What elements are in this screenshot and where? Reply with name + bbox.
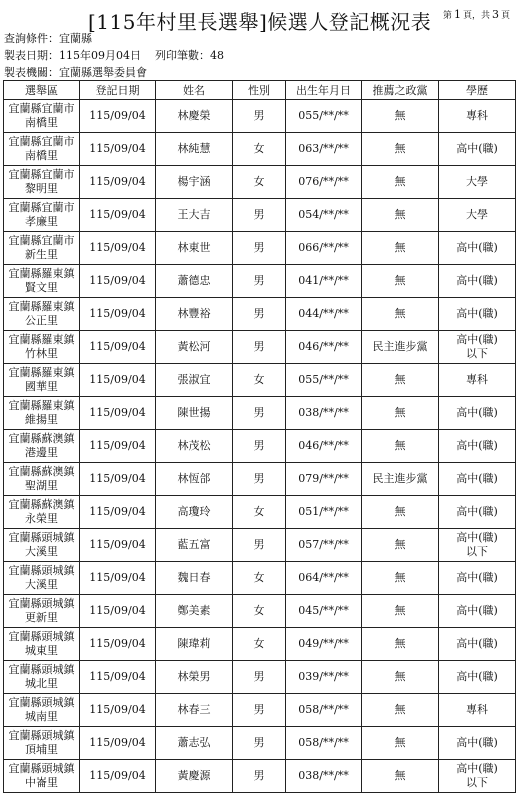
district-cell: 宜蘭縣頭城鎮 城東里 bbox=[4, 628, 80, 661]
district-cell: 宜蘭縣羅東鎮 竹林里 bbox=[4, 331, 80, 364]
gender-cell: 男 bbox=[233, 463, 286, 496]
table-row bbox=[4, 727, 516, 760]
birth-cell: 051/**/** bbox=[286, 496, 362, 529]
date-cell: 115/09/04 bbox=[80, 397, 156, 430]
table-row bbox=[4, 463, 516, 496]
district-cell: 宜蘭縣宜蘭市 黎明里 bbox=[4, 166, 80, 199]
query-label: 查詢條件： bbox=[4, 32, 59, 45]
education-cell: 高中(職) bbox=[439, 232, 516, 265]
date-cell: 115/09/04 bbox=[80, 265, 156, 298]
birth-cell: 041/**/** bbox=[286, 265, 362, 298]
date-cell: 115/09/04 bbox=[80, 133, 156, 166]
party-cell: 無 bbox=[362, 496, 439, 529]
date-cell: 115/09/04 bbox=[80, 661, 156, 694]
column-header-education: 學歷 bbox=[439, 81, 516, 100]
birth-cell: 063/**/** bbox=[286, 133, 362, 166]
date-cell: 115/09/04 bbox=[80, 331, 156, 364]
table-row bbox=[4, 397, 516, 430]
table-row bbox=[4, 331, 516, 364]
party-cell: 無 bbox=[362, 166, 439, 199]
birth-cell: 046/**/** bbox=[286, 430, 362, 463]
name-cell: 蕭德忠 bbox=[156, 265, 233, 298]
name-cell: 林豐裕 bbox=[156, 298, 233, 331]
education-cell: 高中(職) 以下 bbox=[439, 760, 516, 793]
party-cell: 無 bbox=[362, 661, 439, 694]
date-cell: 115/09/04 bbox=[80, 232, 156, 265]
table-row bbox=[4, 166, 516, 199]
education-cell: 專科 bbox=[439, 694, 516, 727]
district-cell: 宜蘭縣蘇澳鎮 聖湖里 bbox=[4, 463, 80, 496]
district-cell: 宜蘭縣頭城鎮 頂埔里 bbox=[4, 727, 80, 760]
gender-cell: 男 bbox=[233, 727, 286, 760]
date-cell: 115/09/04 bbox=[80, 199, 156, 232]
table-body bbox=[4, 100, 516, 793]
table-header-row bbox=[4, 81, 516, 100]
gender-cell: 女 bbox=[233, 595, 286, 628]
gender-cell: 男 bbox=[233, 232, 286, 265]
district-cell: 宜蘭縣頭城鎮 大溪里 bbox=[4, 562, 80, 595]
name-cell: 林恆郃 bbox=[156, 463, 233, 496]
education-cell: 高中(職) bbox=[439, 463, 516, 496]
gender-cell: 男 bbox=[233, 265, 286, 298]
name-cell: 林榮男 bbox=[156, 661, 233, 694]
gender-cell: 男 bbox=[233, 199, 286, 232]
birth-cell: 055/**/** bbox=[286, 364, 362, 397]
party-cell: 無 bbox=[362, 100, 439, 133]
table-row bbox=[4, 496, 516, 529]
page-prefix: 第 bbox=[442, 11, 452, 21]
date-value: 115年09月04日 bbox=[59, 49, 141, 62]
birth-cell: 058/**/** bbox=[286, 694, 362, 727]
party-cell: 無 bbox=[362, 529, 439, 562]
agency-label: 製表機關： bbox=[4, 66, 59, 79]
gender-cell: 女 bbox=[233, 166, 286, 199]
district-cell: 宜蘭縣宜蘭市 孝廉里 bbox=[4, 199, 80, 232]
gender-cell: 男 bbox=[233, 760, 286, 793]
name-cell: 林春三 bbox=[156, 694, 233, 727]
district-cell: 宜蘭縣頭城鎮 大溪里 bbox=[4, 529, 80, 562]
table-row bbox=[4, 430, 516, 463]
district-cell: 宜蘭縣頭城鎮 更新里 bbox=[4, 595, 80, 628]
name-cell: 陳瑋莉 bbox=[156, 628, 233, 661]
education-cell: 高中(職) 以下 bbox=[439, 529, 516, 562]
gender-cell: 女 bbox=[233, 496, 286, 529]
party-cell: 民主進步黨 bbox=[362, 463, 439, 496]
district-cell: 宜蘭縣宜蘭市 南橋里 bbox=[4, 100, 80, 133]
birth-cell: 076/**/** bbox=[286, 166, 362, 199]
query-condition bbox=[4, 30, 92, 47]
name-cell: 林慶榮 bbox=[156, 100, 233, 133]
gender-cell: 男 bbox=[233, 661, 286, 694]
gender-cell: 男 bbox=[233, 529, 286, 562]
agency-value: 宜蘭縣選舉委員會 bbox=[59, 66, 147, 79]
page-suffix: 頁 bbox=[500, 11, 510, 21]
education-cell: 高中(職) bbox=[439, 430, 516, 463]
district-cell: 宜蘭縣宜蘭市 南橋里 bbox=[4, 133, 80, 166]
party-cell: 無 bbox=[362, 694, 439, 727]
table-row bbox=[4, 760, 516, 793]
party-cell: 無 bbox=[362, 364, 439, 397]
name-cell: 王大吉 bbox=[156, 199, 233, 232]
table-row bbox=[4, 232, 516, 265]
date-cell: 115/09/04 bbox=[80, 529, 156, 562]
birth-cell: 049/**/** bbox=[286, 628, 362, 661]
birth-cell: 058/**/** bbox=[286, 727, 362, 760]
education-cell: 高中(職) bbox=[439, 661, 516, 694]
name-cell: 黃慶源 bbox=[156, 760, 233, 793]
table-row bbox=[4, 133, 516, 166]
date-cell: 115/09/04 bbox=[80, 628, 156, 661]
name-cell: 黃松河 bbox=[156, 331, 233, 364]
name-cell: 楊宇涵 bbox=[156, 166, 233, 199]
name-cell: 蕭志弘 bbox=[156, 727, 233, 760]
party-cell: 民主進步黨 bbox=[362, 331, 439, 364]
name-cell: 鄭美素 bbox=[156, 595, 233, 628]
district-cell: 宜蘭縣蘇澳鎮 港邊里 bbox=[4, 430, 80, 463]
name-cell: 高瓊玲 bbox=[156, 496, 233, 529]
party-cell: 無 bbox=[362, 199, 439, 232]
table-row bbox=[4, 562, 516, 595]
party-cell: 無 bbox=[362, 727, 439, 760]
table-row bbox=[4, 298, 516, 331]
table-row bbox=[4, 265, 516, 298]
total-page-number: 3 bbox=[491, 8, 499, 21]
date-cell: 115/09/04 bbox=[80, 463, 156, 496]
date-cell: 115/09/04 bbox=[80, 694, 156, 727]
gender-cell: 男 bbox=[233, 430, 286, 463]
table-row bbox=[4, 595, 516, 628]
page-middle: 頁，共 bbox=[462, 11, 490, 21]
birth-cell: 046/**/** bbox=[286, 331, 362, 364]
table-row bbox=[4, 694, 516, 727]
gender-cell: 男 bbox=[233, 100, 286, 133]
education-cell: 大學 bbox=[439, 199, 516, 232]
party-cell: 無 bbox=[362, 133, 439, 166]
gender-cell: 女 bbox=[233, 364, 286, 397]
date-cell: 115/09/04 bbox=[80, 760, 156, 793]
current-page-number: 1 bbox=[453, 8, 461, 21]
date-cell: 115/09/04 bbox=[80, 100, 156, 133]
name-cell: 林純慧 bbox=[156, 133, 233, 166]
party-cell: 無 bbox=[362, 430, 439, 463]
table-row bbox=[4, 199, 516, 232]
gender-cell: 男 bbox=[233, 298, 286, 331]
table-row bbox=[4, 628, 516, 661]
district-cell: 宜蘭縣頭城鎮 中崙里 bbox=[4, 760, 80, 793]
page-title: [115年村里長選舉]候選人登記概況表 bbox=[88, 10, 432, 34]
gender-cell: 男 bbox=[233, 694, 286, 727]
name-cell: 張淑宜 bbox=[156, 364, 233, 397]
name-cell: 陳世揚 bbox=[156, 397, 233, 430]
birth-cell: 044/**/** bbox=[286, 298, 362, 331]
query-value: 宜蘭縣 bbox=[59, 32, 92, 45]
date-cell: 115/09/04 bbox=[80, 496, 156, 529]
party-cell: 無 bbox=[362, 232, 439, 265]
education-cell: 大學 bbox=[439, 166, 516, 199]
name-cell: 林茂松 bbox=[156, 430, 233, 463]
gender-cell: 男 bbox=[233, 397, 286, 430]
party-cell: 無 bbox=[362, 595, 439, 628]
report-date-line bbox=[4, 47, 224, 64]
education-cell: 高中(職) bbox=[439, 133, 516, 166]
education-cell: 專科 bbox=[439, 100, 516, 133]
education-cell: 高中(職) bbox=[439, 595, 516, 628]
table-row bbox=[4, 364, 516, 397]
education-cell: 高中(職) bbox=[439, 562, 516, 595]
education-cell: 高中(職) bbox=[439, 298, 516, 331]
date-cell: 115/09/04 bbox=[80, 595, 156, 628]
birth-cell: 038/**/** bbox=[286, 760, 362, 793]
birth-cell: 057/**/** bbox=[286, 529, 362, 562]
report-header bbox=[0, 6, 518, 32]
column-header-name: 姓名 bbox=[156, 81, 233, 100]
column-header-district: 選舉區 bbox=[4, 81, 80, 100]
gender-cell: 女 bbox=[233, 628, 286, 661]
party-cell: 無 bbox=[362, 298, 439, 331]
party-cell: 無 bbox=[362, 562, 439, 595]
birth-cell: 079/**/** bbox=[286, 463, 362, 496]
candidate-table bbox=[3, 80, 516, 793]
birth-cell: 055/**/** bbox=[286, 100, 362, 133]
district-cell: 宜蘭縣羅東鎮 國華里 bbox=[4, 364, 80, 397]
name-cell: 魏日春 bbox=[156, 562, 233, 595]
district-cell: 宜蘭縣頭城鎮 城北里 bbox=[4, 661, 80, 694]
date-cell: 115/09/04 bbox=[80, 364, 156, 397]
district-cell: 宜蘭縣蘇澳鎮 永榮里 bbox=[4, 496, 80, 529]
column-header-date: 登記日期 bbox=[80, 81, 156, 100]
district-cell: 宜蘭縣羅東鎮 賢文里 bbox=[4, 265, 80, 298]
name-cell: 林東世 bbox=[156, 232, 233, 265]
education-cell: 高中(職) bbox=[439, 496, 516, 529]
education-cell: 高中(職) 以下 bbox=[439, 331, 516, 364]
party-cell: 無 bbox=[362, 760, 439, 793]
issuing-agency bbox=[4, 64, 147, 81]
date-cell: 115/09/04 bbox=[80, 727, 156, 760]
district-cell: 宜蘭縣羅東鎮 公正里 bbox=[4, 298, 80, 331]
party-cell: 無 bbox=[362, 265, 439, 298]
count-label: 列印筆數： bbox=[155, 49, 210, 62]
date-label: 製表日期： bbox=[4, 49, 59, 62]
date-cell: 115/09/04 bbox=[80, 166, 156, 199]
education-cell: 高中(職) bbox=[439, 628, 516, 661]
table-row bbox=[4, 529, 516, 562]
table-row bbox=[4, 661, 516, 694]
party-cell: 無 bbox=[362, 397, 439, 430]
column-header-party: 推薦之政黨 bbox=[362, 81, 439, 100]
page-indicator bbox=[443, 8, 510, 21]
name-cell: 藍五富 bbox=[156, 529, 233, 562]
gender-cell: 女 bbox=[233, 133, 286, 166]
column-header-birth: 出生年月日 bbox=[286, 81, 362, 100]
column-header-gender: 性別 bbox=[233, 81, 286, 100]
party-cell: 無 bbox=[362, 628, 439, 661]
education-cell: 高中(職) bbox=[439, 397, 516, 430]
date-cell: 115/09/04 bbox=[80, 562, 156, 595]
district-cell: 宜蘭縣宜蘭市 新生里 bbox=[4, 232, 80, 265]
district-cell: 宜蘭縣羅東鎮 維揚里 bbox=[4, 397, 80, 430]
education-cell: 專科 bbox=[439, 364, 516, 397]
date-cell: 115/09/04 bbox=[80, 430, 156, 463]
birth-cell: 045/**/** bbox=[286, 595, 362, 628]
gender-cell: 女 bbox=[233, 562, 286, 595]
birth-cell: 038/**/** bbox=[286, 397, 362, 430]
birth-cell: 054/**/** bbox=[286, 199, 362, 232]
date-cell: 115/09/04 bbox=[80, 298, 156, 331]
gender-cell: 男 bbox=[233, 331, 286, 364]
education-cell: 高中(職) bbox=[439, 727, 516, 760]
birth-cell: 039/**/** bbox=[286, 661, 362, 694]
table-row bbox=[4, 100, 516, 133]
district-cell: 宜蘭縣頭城鎮 城南里 bbox=[4, 694, 80, 727]
birth-cell: 066/**/** bbox=[286, 232, 362, 265]
count-value: 48 bbox=[210, 49, 224, 62]
education-cell: 高中(職) bbox=[439, 265, 516, 298]
birth-cell: 064/**/** bbox=[286, 562, 362, 595]
